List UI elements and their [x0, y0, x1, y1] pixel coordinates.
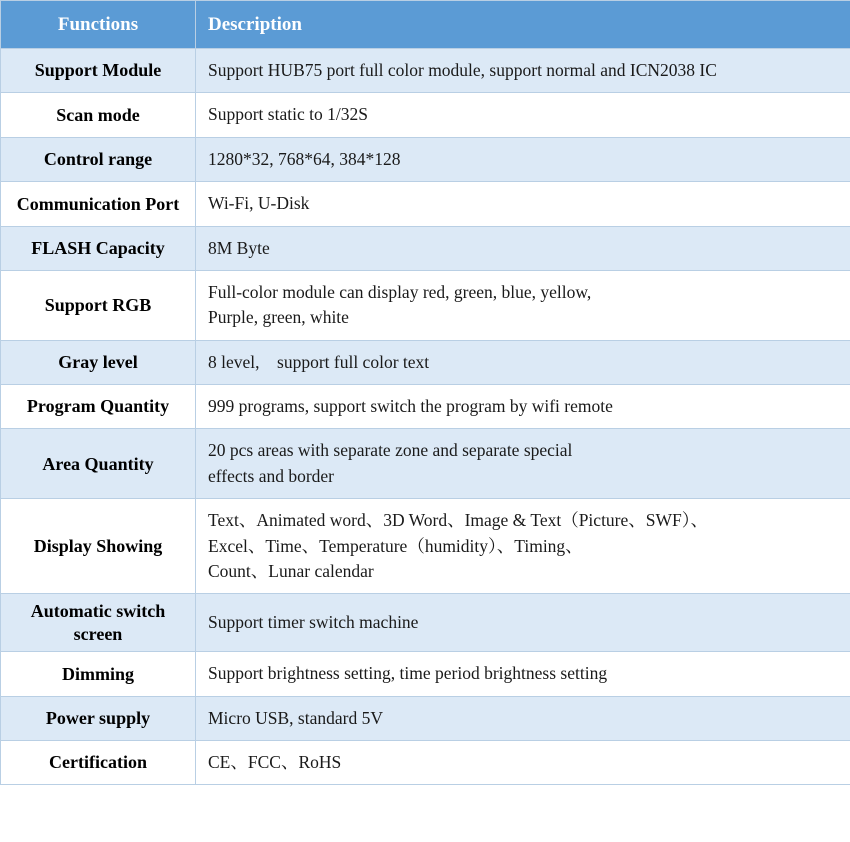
cell-description: [196, 93, 850, 137]
table-row: [1, 93, 850, 137]
cell-description: [196, 429, 850, 499]
description-line: Excel、Time、Temperature（humidity）、Timing、: [208, 535, 583, 556]
cell-description: [196, 340, 850, 384]
cell-description: [196, 270, 850, 340]
description-line: 1280*32, 768*64, 384*128: [208, 148, 401, 169]
cell-function: Support Module: [1, 49, 196, 93]
description-line: 8M Byte: [208, 237, 270, 258]
cell-function: Certification: [1, 741, 196, 785]
cell-description: [196, 652, 850, 696]
cell-function: Automatic switch screen: [1, 594, 196, 652]
table-row: [1, 741, 850, 785]
description-line: Micro USB, standard 5V: [208, 707, 383, 728]
description-line: Support static to 1/32S: [208, 104, 368, 125]
cell-function: Area Quantity: [1, 429, 196, 499]
cell-function: Control range: [1, 137, 196, 181]
table-row: [1, 137, 850, 181]
cell-function: Program Quantity: [1, 385, 196, 429]
cell-description: [196, 594, 850, 652]
table-row: [1, 499, 850, 594]
cell-description: [196, 385, 850, 429]
table-header: [1, 1, 850, 49]
cell-function: Dimming: [1, 652, 196, 696]
description-line: Support brightness setting, time period brightness setting: [208, 663, 608, 684]
column-header-functions: Functions: [1, 1, 196, 49]
table-row: [1, 182, 850, 226]
cell-description: [196, 499, 850, 594]
table-row: [1, 340, 850, 384]
cell-function: Support RGB: [1, 270, 196, 340]
description-line: 8 level, support full color text: [208, 351, 430, 372]
table-row: [1, 429, 850, 499]
table-row: [1, 49, 850, 93]
table-header-row: [1, 1, 850, 49]
cell-function: Power supply: [1, 696, 196, 740]
cell-description: [196, 226, 850, 270]
description-line: Text、Animated word、3D Word、Image & Text（Picture、SWF）、: [208, 510, 709, 531]
cell-description: [196, 182, 850, 226]
table-row: [1, 696, 850, 740]
cell-description: [196, 49, 850, 93]
table-row: [1, 594, 850, 652]
description-line: Wi-Fi, U-Disk: [208, 193, 310, 214]
description-line: CE、FCC、RoHS: [208, 752, 342, 772]
cell-function: Gray level: [1, 340, 196, 384]
description-line: Purple, green, white: [208, 307, 349, 328]
table-row: [1, 385, 850, 429]
description-line: 999 programs, support switch the program by wifi remote: [208, 396, 613, 416]
description-line: Full-color module can display red, green, blue, yellow,: [208, 281, 592, 302]
description-line: effects and border: [208, 465, 335, 486]
cell-function: Communication Port: [1, 182, 196, 226]
cell-description: [196, 741, 850, 785]
cell-description: [196, 137, 850, 181]
column-header-description: Description: [196, 1, 850, 49]
cell-function: FLASH Capacity: [1, 226, 196, 270]
table-body: [1, 49, 850, 785]
cell-function: Scan mode: [1, 93, 196, 137]
description-line: Support timer switch machine: [208, 612, 419, 633]
table-row: [1, 652, 850, 696]
description-line: 20 pcs areas with separate zone and separate special: [208, 440, 573, 461]
table-row: [1, 226, 850, 270]
description-line: Count、Lunar calendar: [208, 560, 374, 581]
cell-function: Display Showing: [1, 499, 196, 594]
description-line: Support HUB75 port full color module, support normal and ICN2038 IC: [208, 60, 717, 80]
cell-description: [196, 696, 850, 740]
table-row: [1, 270, 850, 340]
